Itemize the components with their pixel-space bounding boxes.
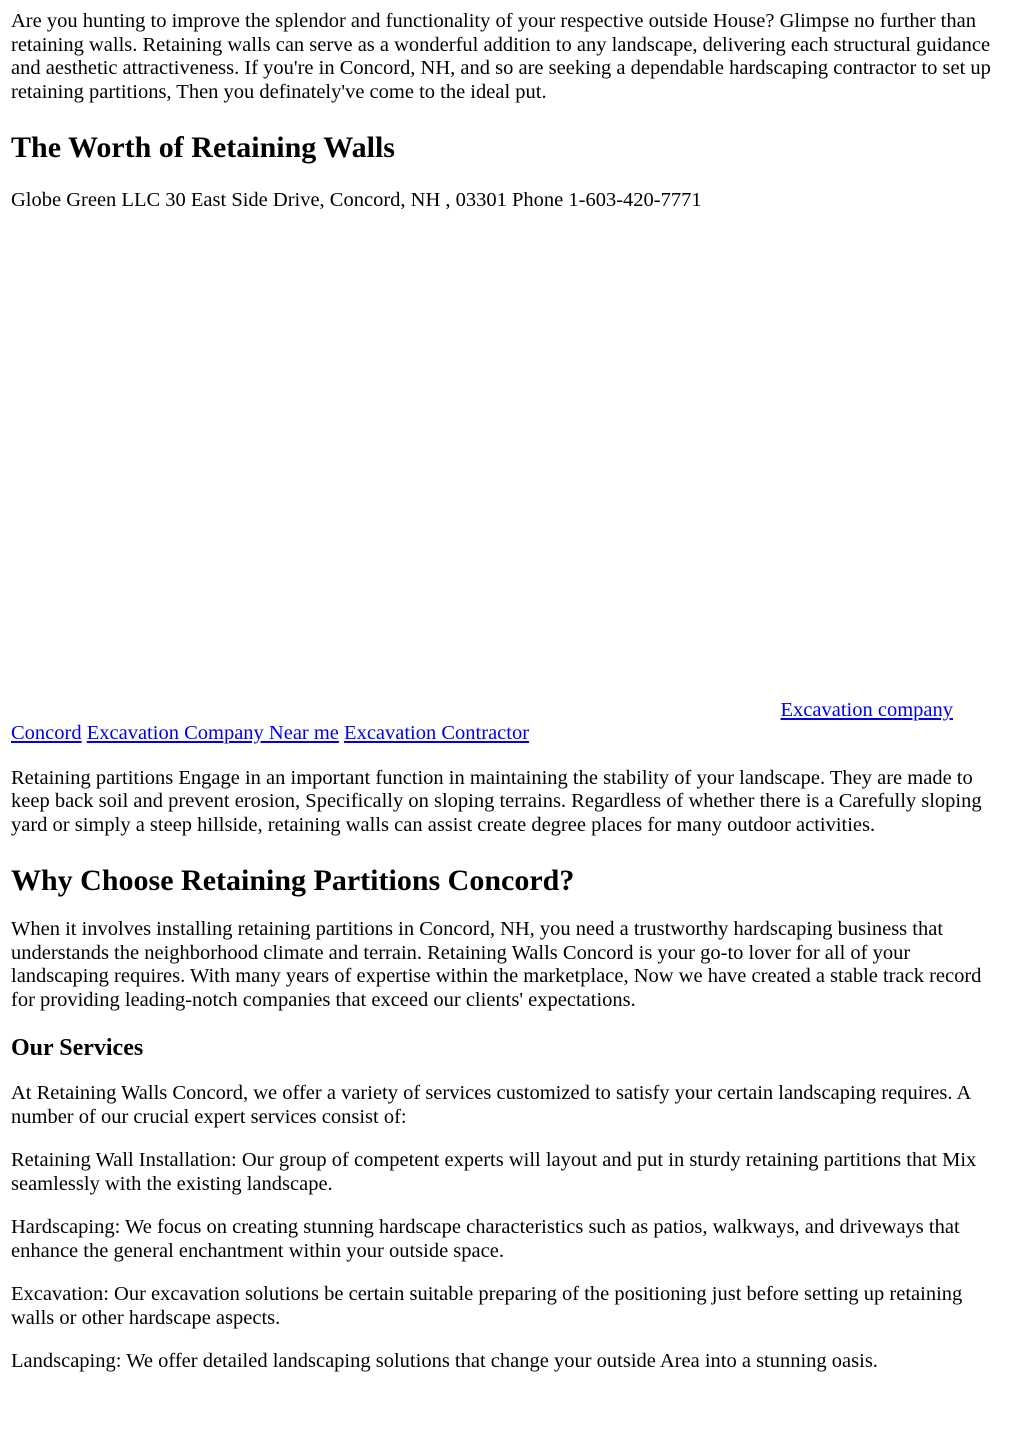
services-intro-paragraph: At Retaining Walls Concord, we offer a variety of services customized to satisfy your certain landscaping requires. A number of our crucial expert services consist of:: [11, 1082, 971, 1128]
excavation-company-link[interactable]: Excavation company: [780, 698, 953, 721]
excavation-contractor-link[interactable]: Excavation Contractor: [344, 721, 530, 744]
service-item: Landscaping: We offer detailed landscaping solutions that change your outside Area into a stunning oasis.: [11, 1350, 878, 1372]
excavation-company-near-me-link[interactable]: Excavation Company Near me: [86, 721, 339, 744]
heading-our-services: Our Services: [11, 1035, 144, 1061]
stability-paragraph: Retaining partitions Engage in an important function in maintaining the stability of your landscape. They are made to keep back soil and prevent erosion, Specifically on sloping terrains. Regardless of whether there is a Carefully sloping yard or simply a steep hillside, retaining walls can assist create degree places for many outdoor activities.: [11, 766, 982, 836]
why-paragraph: When it involves installing retaining partitions in Concord, NH, you need a trustworthy hardscaping business that understands the neighborhood climate and terrain. Retaining Walls Concord is your go-to lover for all of your landscaping requires. With many years of expertise within the marketplace, Now we have created a stable track record for providing leading-notch companies that exceed our clients' expectations.: [11, 918, 982, 1011]
intro-paragraph: Are you hunting to improve the splendor and functionality of your respective outside House? Glimpse no further than retaining walls. Retaining walls can serve as a wonderful addition to any landscape, delivering each structural guidance and aesthetic attractiveness. If you're in Concord, NH, and so are seeking a dependable hardscaping contractor to set up retaining partitions, Then you definately've come to the ideal put.: [11, 10, 991, 103]
heading-worth-of-retaining-walls: The Worth of Retaining Walls: [11, 131, 395, 164]
embedded-map-blank: [11, 213, 994, 699]
service-item: Retaining Wall Installation: Our group of competent experts will layout and put in sturdy retaining partitions that Mix seamlessly with the existing landscape.: [11, 1149, 977, 1195]
links-block: [11, 699, 994, 747]
service-item: Excavation: Our excavation solutions be certain suitable preparing of the positioning just before setting up retaining walls or other hardscape aspects.: [11, 1283, 963, 1329]
links-line: [11, 722, 529, 746]
service-item: Hardscaping: We focus on creating stunning hardscape characteristics such as patios, walkways, and driveways that enhance the general enchantment within your outside space.: [11, 1216, 960, 1262]
concord-link[interactable]: Concord: [11, 721, 82, 744]
heading-why-choose: Why Choose Retaining Partitions Concord?: [11, 864, 575, 897]
business-address: Globe Green LLC 30 East Side Drive, Concord, NH , 03301 Phone 1-603-420-7771: [11, 189, 702, 211]
